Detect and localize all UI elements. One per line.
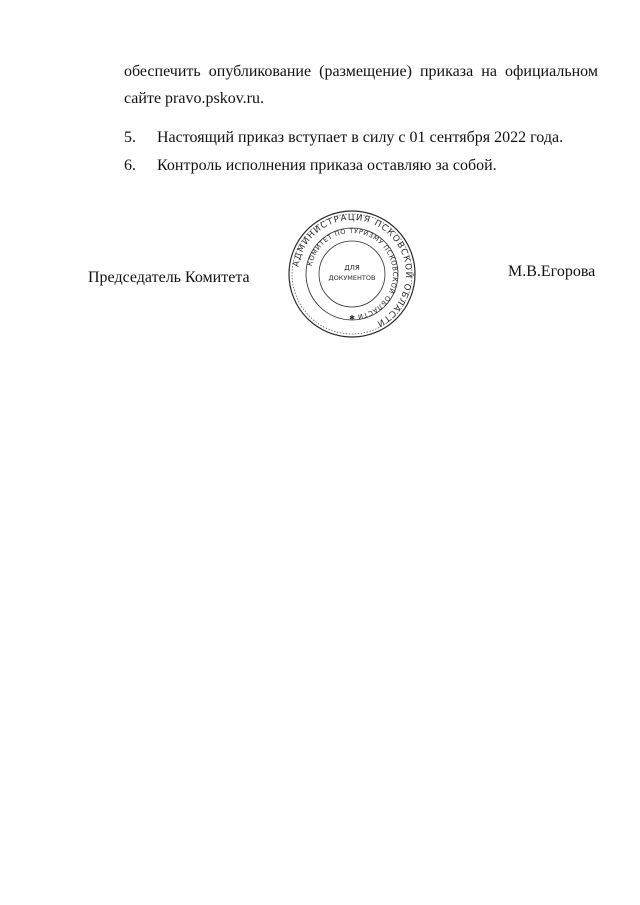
list-item-6 — [124, 156, 497, 176]
stamp-inner-text: КОМИТЕТ ПО ТУРИЗМУ ПСКОВСКОЙ ОБЛАСТИ — [305, 226, 400, 321]
signer-name: М.В.Егорова — [508, 263, 596, 280]
stamp-center-line2: ДОКУМЕНТОВ — [328, 274, 376, 282]
list-item-number: 6. — [124, 157, 136, 174]
stamp-outer-text: АДМИНИСТРАЦИЯ ПСКОВСКОЙ ОБЛАСТИ — [291, 212, 414, 329]
list-item-number: 5. — [124, 129, 136, 146]
official-stamp — [286, 208, 418, 340]
list-item-text: Контроль исполнения приказа оставляю за собой. — [157, 157, 497, 174]
list-item-5 — [124, 128, 563, 148]
signer-title: Председатель Комитета — [88, 269, 250, 286]
list-item-text: Настоящий приказ вступает в силу с 01 сентября 2022 года. — [157, 129, 564, 146]
stamp-star-icon: ✱ — [349, 314, 355, 322]
stamp-center-line1: ДЛЯ — [344, 264, 360, 272]
paragraph-continuation: обеспечить опубликование (размещение) приказа на официальном сайте pravo.pskov.ru. — [124, 63, 598, 107]
